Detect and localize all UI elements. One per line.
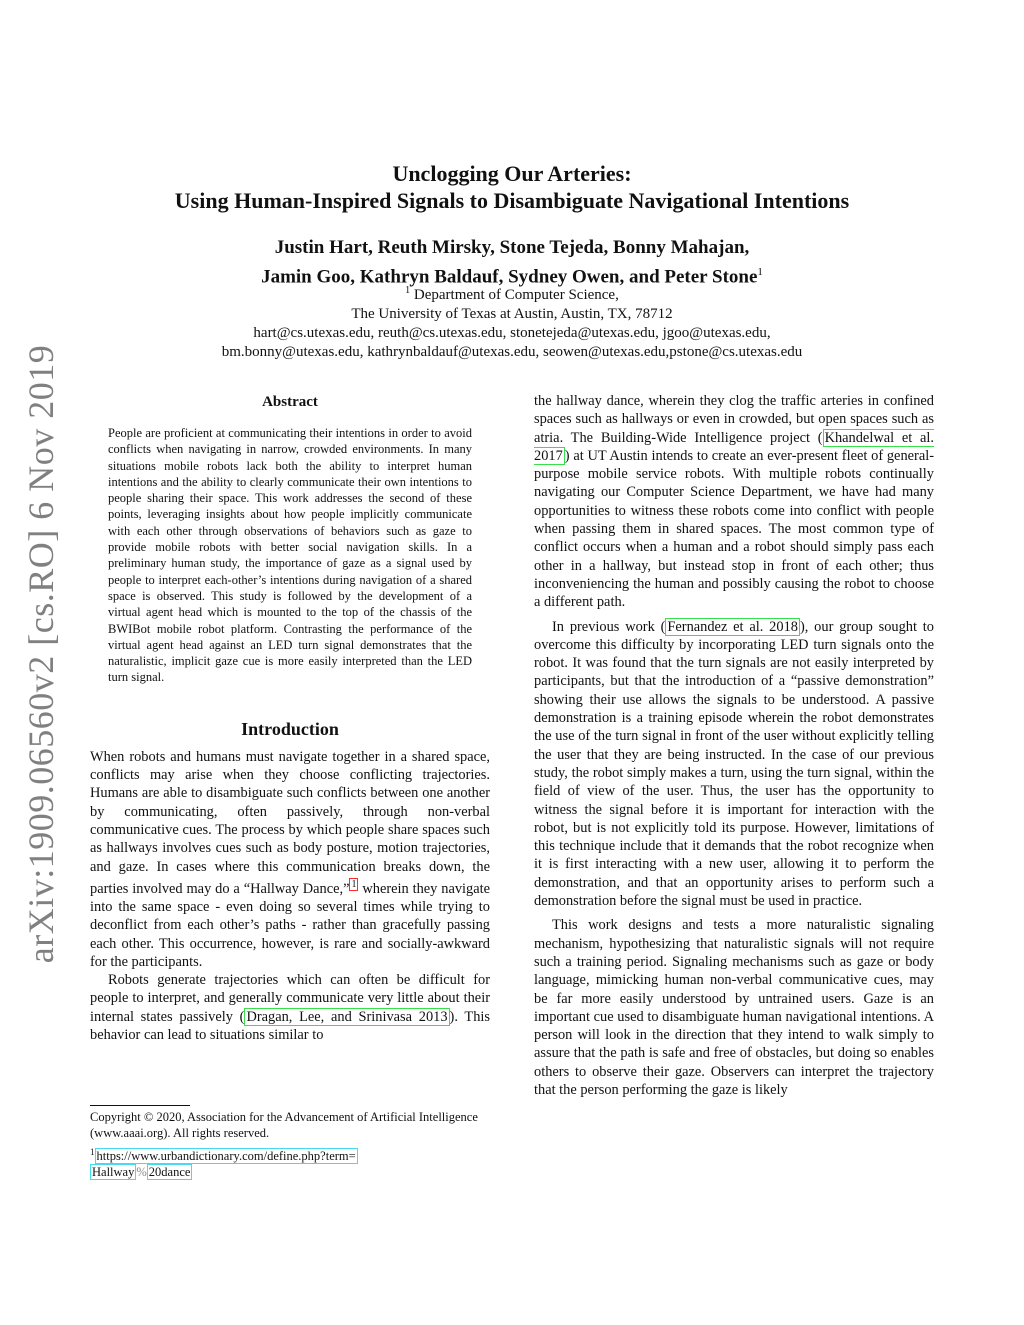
intro-paragraph-1 [90,748,490,971]
footnote-url-link-dance[interactable]: 20dance [148,1164,191,1179]
right-paragraph-2 [534,618,934,911]
citation-fernandez-2018[interactable]: Fernandez et al. 2018 [667,618,798,635]
affiliation-emails-2: bm.bonny@utexas.edu, kathrynbaldauf@utexas.edu, seowen@utexas.edu,pstone@cs.utexas.edu [221,344,803,360]
intro-p1-text-a: When robots and humans must navigate together in a shared space, conflicts may arise when they choose conflicting trajectories. Humans are able to disambiguate such conflicts between one another by communicating, often passively, through non-verbal communicative cues. The process by which people share spaces such as hallways involves cues such as body posture, motion trajectories, and gaze. In cases where this communication breaks down, the parties involved may do a “Hallway Dance,” [90,748,490,897]
intro-paragraph-2 [90,971,490,1044]
footnote-1-mark: 1 [90,1147,95,1157]
footnote-1 [90,1145,490,1180]
right-column [534,392,934,1099]
right-paragraph-1 [534,392,934,612]
affiliation-university: The University of Texas at Austin, Austin, TX, 78712 [351,306,673,322]
author-affil-mark: 1 [757,266,763,278]
right-paragraph-3: This work designs and tests a more naturalistic signaling mechanism, hypothesizing that naturalistic signals will not require such a training period. Signaling mechanisms such as gaze or body language, mimicking human non-verbal communicative cues, may be far more easily understood by untrained users. Gaze is an important cue used to disambiguate human navigational intentions. A person will look in the direction that they intend to walk simply to assure that the path is safe and free of obstacles, but doing so enables others to observe their gaze. Observers can interpret the trajectory that the person performing the gaze is likely [534,917,934,1098]
left-column [90,392,490,1044]
abstract-text: People are proficient at communicating their intentions in order to avoid conflicts when navigating in narrow, crowded environments. In many situations mobile robots lack both the ability to interpret human intentions and the ability to clearly communicate their own intentions to people sharing their space. This work addresses the second of these points, leveraging insights about how people implicitly communicate with each other through observations of behaviors such as gaze to provide mobile robots with better social navigation skills. In a preliminary human study, the importance of gaze as a signal used by people to interpret each-other’s intentions during navigation of a shared space is observed. This study is followed by the development of a virtual agent head which is mounted to the top of the chassis of the BWIBot mobile robot platform. Contrasting the performance of the virtual agent head against an LED turn signal demonstrates that the naturalistic, implicit gaze cue is more easily interpreted than the LED turn signal. [108,426,472,685]
right-p2-text-a: In previous work ( [552,618,666,635]
affiliation-block [60,281,964,362]
intro-p2-text-a: Robots generate trajectories which can often be difficult for people to interpret, and generally communicate very little about their internal states passively ( [90,972,490,1025]
arxiv-stamp [20,344,62,964]
right-p1-text-a: the hallway dance, wherein they clog the traffic arteries in confined spaces such as hallways or even in crowded, but open spaces such as atria. The Building-Wide Intelligence project ( [534,393,934,446]
intro-p1-text-b: wherein they navigate into the same space - even doing so several times while trying to deconflict from each other’s paths - rather than gracefully passing each other. This occurrence, however, is rare and socially-awkward for the participants. [90,880,490,970]
affiliation-emails-1: hart@cs.utexas.edu, reuth@cs.utexas.edu, stonetejeda@utexas.edu, jgoo@utexas.edu, [253,325,771,341]
introduction-heading: Introduction [241,718,339,739]
authors-line-2-text: Jamin Goo, Kathryn Baldauf, Sydney Owen, and Peter Stone [261,266,758,288]
abstract-heading: Abstract [262,394,318,410]
footnote-url-percent: % [136,1164,147,1179]
title-line-2: Using Human-Inspired Signals to Disambiguate Navigational Intentions [174,188,850,213]
right-p1-text-b: ) at UT Austin intends to create an ever-present fleet of general-purpose mobile service robots. With multiple robots continually navigating our Computer Science Department, we have had many opportunities to witness these robots come into conflict with people when passing them in shared spaces. The most common type of conflict occurs when a human and a robot should simply pass each other in a hallway, but instead stop in front of each other; thus inconveniencing the human and possibly causing the robot to choose a different path. [534,447,934,611]
authors-line-1: Justin Hart, Reuth Mirsky, Stone Tejeda, Bonny Mahajan, [274,237,750,258]
arxiv-stamp-text: arXiv:1909.06560v2 [cs.RO] 6 Nov 2019 [21,344,62,964]
footnote-ref-1[interactable]: 1 [351,878,357,890]
affiliation-dept [60,281,964,305]
affil-mark: 1 [405,285,411,296]
copyright-notice: Copyright © 2020, Association for the Advancement of Artificial Intelligence (www.aaai.org). All rights reserved. [90,1110,478,1140]
title-line-1: Unclogging Our Arteries: [392,161,632,186]
paper-title [60,160,964,214]
intro-p2-text-b: ). This behavior can lead to situations similar to [90,1008,490,1043]
right-p2-text-b: ), our group sought to overcome this difficulty by incorporating LED turn signals onto the robot. It was found that the turn signals are not easily interpreted by participants, but that the introduction of a “passive demonstration” showing their use allows the signals to be understood. A passive demonstration is a training episode wherein the robot demonstrates the use of the turn signal in front of the user without explicitly telling the user that they are being instructed. In the case of our previous study, the robot simply makes a turn, using the turn signal, within the field of view of the user. Thus, the user has the opportunity to witness the signal before it is important for interaction with the robot, but is not explicitly told its purpose. However, limitations of this technique include that it demands that the robot recognize when it is first interacting with a new user, allowing it to perform the demonstration, and that an opportunity arises to perform such a demonstration before the signal must be used in practice. [534,618,934,910]
affiliation-dept-text: Department of Computer Science, [410,287,619,303]
footnote-rule [90,1105,190,1106]
footnote-url-link-hallway[interactable]: Hallway [92,1164,135,1179]
footnotes [90,1105,490,1180]
citation-dragan-2013[interactable]: Dragan, Lee, and Srinivasa 2013 [246,1008,448,1025]
citation-khandelwal-2017[interactable]: Khandelwal et al. 2017 [534,429,935,464]
footnote-url-link[interactable]: https://www.urbandictionary.com/define.php?term= [96,1149,356,1164]
